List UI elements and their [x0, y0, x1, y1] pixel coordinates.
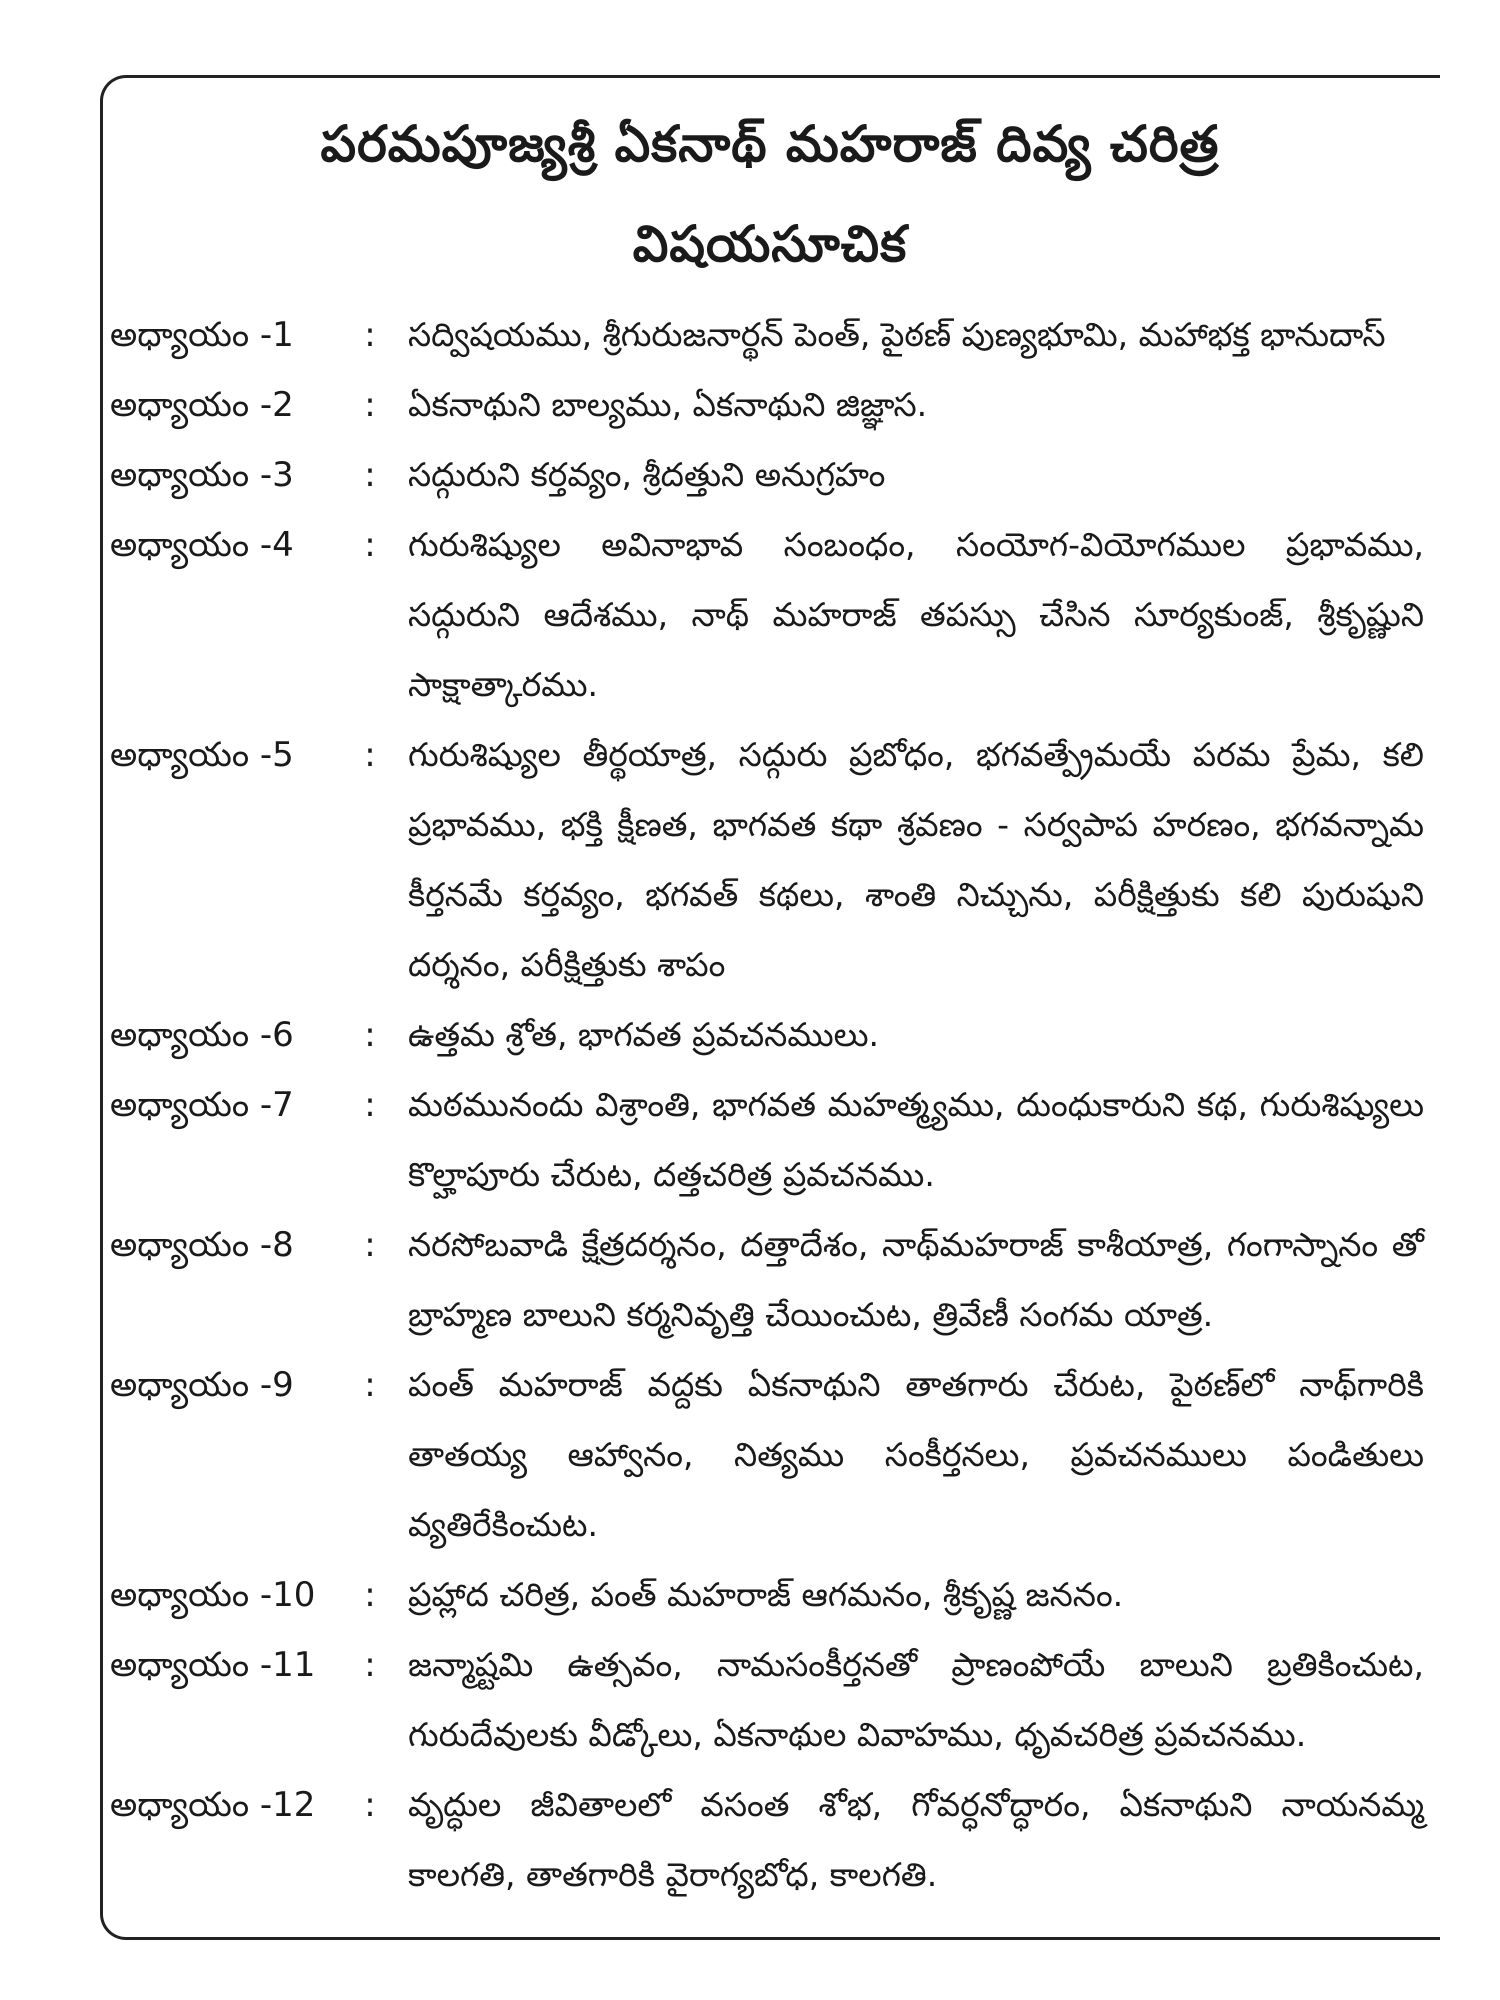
- separator: :: [364, 1575, 376, 1615]
- book-title: పరమపూజ్యశ్రీ ఏకనాథ్ మహరాజ్ దివ్య చరిత్ర: [320, 115, 1220, 173]
- toc-row-chapter-11: [110, 1630, 1430, 1770]
- chapter-topics: ప్రహ్లాద చరిత్ర, పంత్ మహరాజ్ ఆగమనం, శ్రీకృష్ణ జననం.: [408, 1575, 1124, 1614]
- chapter-topics: ఏకనాథుని బాల్యము, ఏకనాథుని జిజ్ఞాస.: [408, 385, 928, 424]
- toc-row-chapter-9: [110, 1350, 1430, 1560]
- separator: :: [364, 1365, 376, 1405]
- chapter-label: అధ్యాయం -5: [110, 735, 294, 775]
- chapter-topics: జన్మాష్టమి ఉత్సవం, నామసంకీర్తనతో ప్రాణంపోయే బాలుని బ్రతికించుట, గురుదేవులకు వీడ్కోలు, ఏకనాథుల వివాహము, ధృవచరిత్ర ప్రవచనము.: [408, 1645, 1424, 1754]
- separator: :: [364, 1085, 376, 1125]
- chapter-topics: గురుశిష్యుల అవినాభావ సంబంధం, సంయోగ-వియోగముల ప్రభావము, సద్గురుని ఆదేశము, నాథ్ మహరాజ్ తపస్సు చేసిన సూర్యకుంజ్, శ్రీకృష్ణుని సాక్షాత్కారము.: [408, 525, 1424, 704]
- separator: :: [364, 455, 376, 495]
- chapter-label: అధ్యాయం -8: [110, 1225, 294, 1265]
- separator: :: [364, 735, 376, 775]
- toc-row-chapter-10: [110, 1560, 1430, 1630]
- chapter-label: అధ్యాయం -11: [110, 1645, 316, 1685]
- table-of-contents: [110, 300, 1430, 1910]
- chapter-label: అధ్యాయం -10: [110, 1575, 316, 1615]
- toc-row-chapter-1: [110, 300, 1430, 370]
- chapter-label: అధ్యాయం -2: [110, 385, 294, 425]
- chapter-topics: ఉత్తమ శ్రోత, భాగవత ప్రవచనములు.: [408, 1015, 879, 1054]
- chapter-label: అధ్యాయం -3: [110, 455, 294, 495]
- chapter-topics: మఠమునందు విశ్రాంతి, భాగవత మహత్మ్యము, దుంధుకారుని కథ, గురుశిష్యులు కొల్హాపూరు చేరుట, దత్తచరిత్ర ప్రవచనము.: [408, 1085, 1424, 1194]
- chapter-topics: సద్విషయము, శ్రీగురుజనార్థన్ పెంత్, పైఠణ్ పుణ్యభూమి, మహాభక్త భానుదాస్: [408, 315, 1386, 354]
- toc-row-chapter-4: [110, 510, 1430, 720]
- separator: :: [364, 315, 376, 355]
- toc-row-chapter-8: [110, 1210, 1430, 1350]
- separator: :: [364, 1225, 376, 1265]
- chapter-topics: వృద్ధుల జీవితాలలో వసంత శోభ, గోవర్ధనోద్ధారం, ఏకనాథుని నాయనమ్మ కాలగతి, తాతగారికి వైరాగ్యబోధ, కాలగతి.: [408, 1785, 1424, 1894]
- chapter-topics: పంత్ మహరాజ్ వద్దకు ఏకనాథుని తాతగారు చేరుట, పైఠణ్‌లో నాథ్‌గారికి తాతయ్య ఆహ్వానం, నిత్యము సంకీర్తనలు, ప్రవచనములు పండితులు వ్యతిరేకించుట.: [408, 1365, 1424, 1544]
- toc-row-chapter-5: [110, 720, 1430, 1000]
- separator: :: [364, 1785, 376, 1825]
- toc-row-chapter-12: [110, 1770, 1430, 1910]
- chapter-label: అధ్యాయం -4: [110, 525, 294, 565]
- chapter-label: అధ్యాయం -6: [110, 1015, 294, 1055]
- toc-row-chapter-6: [110, 1000, 1430, 1070]
- toc-row-chapter-3: [110, 440, 1430, 510]
- chapter-topics: సద్గురుని కర్తవ్యం, శ్రీదత్తుని అనుగ్రహం: [408, 455, 886, 494]
- separator: :: [364, 1015, 376, 1055]
- chapter-topics: గురుశిష్యుల తీర్థయాత్ర, సద్గురు ప్రబోధం, భగవత్ప్రేమయే పరమ ప్రేమ, కలి ప్రభావము, భక్తి క్షీణత, భాగవత కథా శ్రవణం - సర్వపాప హరణం, భగవన్నామ కీర్తనమే కర్తవ్యం, భగవత్ కథలు, శాంతి నిచ్చును, పరీక్షిత్తుకు కలి పురుషుని దర్శనం, పరీక్షిత్తుకు శాపం: [408, 735, 1424, 984]
- chapter-label: అధ్యాయం -9: [110, 1365, 294, 1405]
- toc-row-chapter-7: [110, 1070, 1430, 1210]
- toc-row-chapter-2: [110, 370, 1430, 440]
- chapter-topics: నరసోబవాడి క్షేత్రదర్శనం, దత్తాదేశం, నాథ్‌మహరాజ్ కాశీయాత్ర, గంగాస్నానం తో బ్రాహ్మణ బాలుని కర్మనివృత్తి చేయించుట, త్రివేణీ సంగమ యాత్ర.: [408, 1225, 1424, 1334]
- toc-heading: విషయసూచిక: [632, 215, 908, 273]
- separator: :: [364, 385, 376, 425]
- chapter-label: అధ్యాయం -1: [110, 315, 294, 355]
- separator: :: [364, 525, 376, 565]
- chapter-label: అధ్యాయం -7: [110, 1085, 294, 1125]
- separator: :: [364, 1645, 376, 1685]
- chapter-label: అధ్యాయం -12: [110, 1785, 316, 1825]
